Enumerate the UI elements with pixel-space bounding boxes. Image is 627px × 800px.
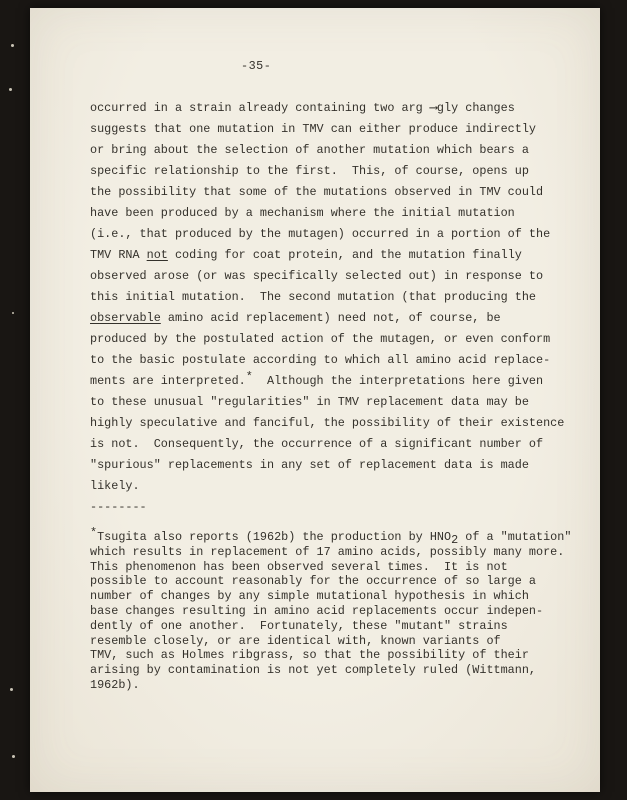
text-line: occurred in a strain already containing two arg ⟶gly changes — [90, 101, 515, 115]
body-paragraph — [90, 98, 592, 518]
text-line: which results in replacement of 17 amino acids, possibly many more. — [90, 544, 565, 559]
text-line: TMV RNA not coding for coat protein, and the mutation finally — [90, 248, 522, 262]
text-line: to these unusual "regularities" in TMV replacement data may be — [90, 395, 529, 409]
scan-artifact-dot — [12, 312, 14, 314]
text-line: resemble closely, or are identical with, known variants of — [90, 633, 501, 648]
footnote-paragraph — [90, 526, 592, 693]
text-line: number of changes by any simple mutational hypothesis in which — [90, 589, 529, 604]
text-line: likely. — [90, 479, 140, 493]
text-line: TMV, such as Holmes ribgrass, so that the possibility of their — [90, 648, 529, 663]
text-line: this initial mutation. The second mutation (that producing the — [90, 290, 536, 304]
text-line: observable amino acid replacement) need not, of course, be — [90, 311, 501, 325]
text-line: *Tsugita also reports (1962b) the production by HNO2 of a "mutation" — [90, 526, 572, 547]
page-number: -35- — [241, 59, 272, 73]
text-line: to the basic postulate according to which all amino acid replace- — [90, 353, 551, 367]
text-line: This phenomenon has been observed several times. It is not — [90, 559, 508, 574]
text-line: 1962b). — [90, 677, 140, 692]
text-line: dently of one another. Fortunately, these "mutant" strains — [90, 618, 508, 633]
text-line: arising by contamination is not yet completely ruled (Wittmann, — [90, 663, 536, 678]
text-line: base changes resulting in amino acid replacements occur indepen- — [90, 603, 544, 618]
scan-artifact-dot — [11, 44, 14, 47]
text-line: or bring about the selection of another mutation which bears a — [90, 143, 529, 157]
text-line: ments are interpreted.* Although the interpretations here given — [90, 370, 544, 388]
scan-artifact-dot — [9, 88, 12, 91]
text-line: (i.e., that produced by the mutagen) occurred in a portion of the — [90, 227, 551, 241]
text-line: produced by the postulated action of the mutagen, or even conform — [90, 332, 551, 346]
text-line: highly speculative and fanciful, the possibility of their existence — [90, 416, 565, 430]
text-line: the possibility that some of the mutations observed in TMV could — [90, 185, 544, 199]
document-page — [30, 8, 600, 792]
text-line: specific relationship to the first. This, of course, opens up — [90, 164, 529, 178]
text-line: is not. Consequently, the occurrence of a significant number of — [90, 437, 544, 451]
text-line: possible to account reasonably for the occurrence of so large a — [90, 574, 536, 589]
text-line: have been produced by a mechanism where the initial mutation — [90, 206, 515, 220]
text-line: "spurious" replacements in any set of replacement data is made — [90, 458, 529, 472]
scan-artifact-dot — [12, 755, 15, 758]
text-line: suggests that one mutation in TMV can either produce indirectly — [90, 122, 536, 136]
scan-artifact-dot — [10, 688, 13, 691]
text-line: observed arose (or was specifically selected out) in response to — [90, 269, 544, 283]
text-line: -------- — [90, 500, 147, 514]
